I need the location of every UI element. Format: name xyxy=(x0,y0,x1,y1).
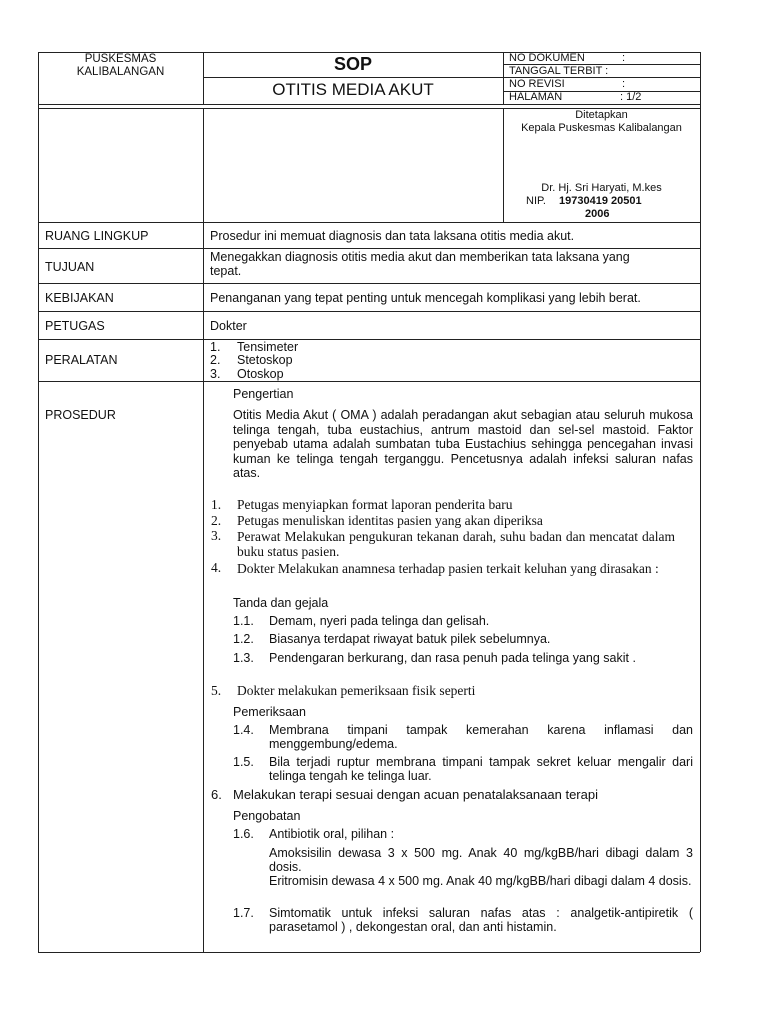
tanda-text: Pendengaran berkurang, dan rasa penuh pada telinga yang sakit . xyxy=(269,651,636,665)
sop-heading: SOP xyxy=(333,54,372,74)
step-number: 3. xyxy=(211,528,222,543)
prosedur-label: PROSEDUR xyxy=(45,408,116,422)
tanda-title: Tanda dan gejala xyxy=(233,596,329,610)
pemeriksaan-title: Pemeriksaan xyxy=(233,705,306,719)
pengobatan-option: Amoksisilin dewasa 3 x 500 mg. Anak 40 mg/kgBB/hari dibagi dalam 3 dosis. xyxy=(269,846,693,874)
pemeriksaan-text: Bila terjadi ruptur membrana timpani tampak sekret keluar mengalir dari telinga tengah ke telinga luar. xyxy=(269,755,693,783)
list-item: Tensimeter xyxy=(237,340,299,354)
step-text: Petugas menyiapkan format laporan penderita baru xyxy=(237,497,513,512)
pengertian-text: Otitis Media Akut ( OMA ) adalah peradangan akut sebagian atau seluruh mukosa telinga tengah, tuba eustachius, antrum mastoid dan sel-sel mastoid. Faktor penyebab utama adalah sumbatan tuba Eustachius sehingga pencegahan invasi kuman ke telinga tengah terganggu. Pencetusnya adalah infeksi saluran nafas atas. xyxy=(233,408,693,481)
pemeriksaan-number: 1.5. xyxy=(233,755,254,769)
tanda-text: Demam, nyeri pada telinga dan gelisah. xyxy=(269,614,490,628)
kepala-label: Kepala Puskesmas Kalibalangan xyxy=(521,122,682,134)
tanda-number: 1.3. xyxy=(233,651,254,665)
org-line2: KALIBALANGAN xyxy=(76,66,165,78)
no-revisi-sep: : xyxy=(622,78,626,90)
list-item: Otoskop xyxy=(237,367,284,381)
pemeriksaan-text: Membrana timpani tampak kemerahan karena inflamasi dan menggembung/edema. xyxy=(269,723,693,751)
ditetapkan-label: Ditetapkan xyxy=(575,109,628,121)
no-revisi-label: NO REVISI xyxy=(509,78,565,90)
step-text: Dokter Melakukan anamnesa terhadap pasien terkait keluhan yang dirasakan : xyxy=(237,561,659,576)
step-number: 4. xyxy=(211,560,222,575)
tanda-number: 1.1. xyxy=(233,614,254,628)
no-dokumen-label: NO DOKUMEN xyxy=(509,52,585,64)
pengobatan-text: Antibiotik oral, pilihan : xyxy=(269,827,395,841)
pengobatan-number: 1.7. xyxy=(233,906,254,920)
no-dokumen-sep: : xyxy=(622,52,626,64)
pengobatan-option: Eritromisin dewasa 4 x 500 mg. Anak 40 mg/kgBB/hari dibagi dalam 4 dosis. xyxy=(269,874,692,888)
peralatan-label: PERALATAN xyxy=(45,353,118,367)
halaman-label: HALAMAN xyxy=(509,91,563,103)
petugas-label: PETUGAS xyxy=(45,319,105,333)
step-number: 5. xyxy=(211,683,222,698)
list-item: Stetoskop xyxy=(237,353,293,367)
pengobatan-text: Simtomatik untuk infeksi saluran nafas atas : analgetik-antipiretik ( parasetamol ) , dekongestan oral, dan anti histamin. xyxy=(269,906,693,934)
tanda-text: Biasanya terdapat riwayat batuk pilek sebelumnya. xyxy=(269,632,551,646)
nip-label: NIP. xyxy=(526,195,546,207)
org-line1: PUSKESMAS xyxy=(84,53,157,65)
kebijakan-text: Penanganan yang tepat penting untuk mencegah komplikasi yang lebih berat. xyxy=(210,291,641,305)
tujuan-text-line1: Menegakkan diagnosis otitis media akut dan memberikan tata laksana yang xyxy=(210,250,630,264)
list-item-number: 3. xyxy=(210,367,221,381)
pengobatan-title: Pengobatan xyxy=(233,809,301,823)
approval-block xyxy=(503,109,700,135)
step-number: 6. xyxy=(211,787,222,802)
ruang-lingkup-label: RUANG LINGKUP xyxy=(45,229,149,243)
tanggal-terbit-label: TANGGAL TERBIT : xyxy=(509,65,609,77)
signatory-name: Dr. Hj. Sri Haryati, M.kes xyxy=(541,182,662,194)
step-text: Petugas menuliskan identitas pasien yang akan diperiksa xyxy=(237,513,543,528)
pengertian-title: Pengertian xyxy=(233,387,294,401)
kebijakan-label: KEBIJAKAN xyxy=(45,291,114,305)
halaman-value: : 1/2 xyxy=(620,91,642,103)
tanda-number: 1.2. xyxy=(233,632,254,646)
list-item-number: 2. xyxy=(210,353,221,367)
tujuan-label: TUJUAN xyxy=(45,260,95,274)
list-item-number: 1. xyxy=(210,340,221,354)
step-text: Dokter melakukan pemeriksaan fisik seperti xyxy=(237,683,476,698)
pengobatan-number: 1.6. xyxy=(233,827,254,841)
ruang-lingkup-text: Prosedur ini memuat diagnosis dan tata laksana otitis media akut. xyxy=(210,229,575,243)
step-text: Perawat Melakukan pengukuran tekanan darah, suhu badan dan mencatat dalam buku status pasien. xyxy=(237,529,675,559)
step-text: Melakukan terapi sesuai dengan acuan penatalaksanaan terapi xyxy=(233,787,598,802)
petugas-text: Dokter xyxy=(210,319,247,333)
document-title: OTITIS MEDIA AKUT xyxy=(272,80,434,99)
tujuan-text-line2: tepat. xyxy=(210,264,242,278)
nip-line2: 2006 xyxy=(585,208,610,220)
nip-line1: 19730419 20501 xyxy=(559,195,642,207)
pemeriksaan-number: 1.4. xyxy=(233,723,254,737)
step-number: 1. xyxy=(211,497,222,512)
step-number: 2. xyxy=(211,513,222,528)
org-name xyxy=(38,53,203,79)
